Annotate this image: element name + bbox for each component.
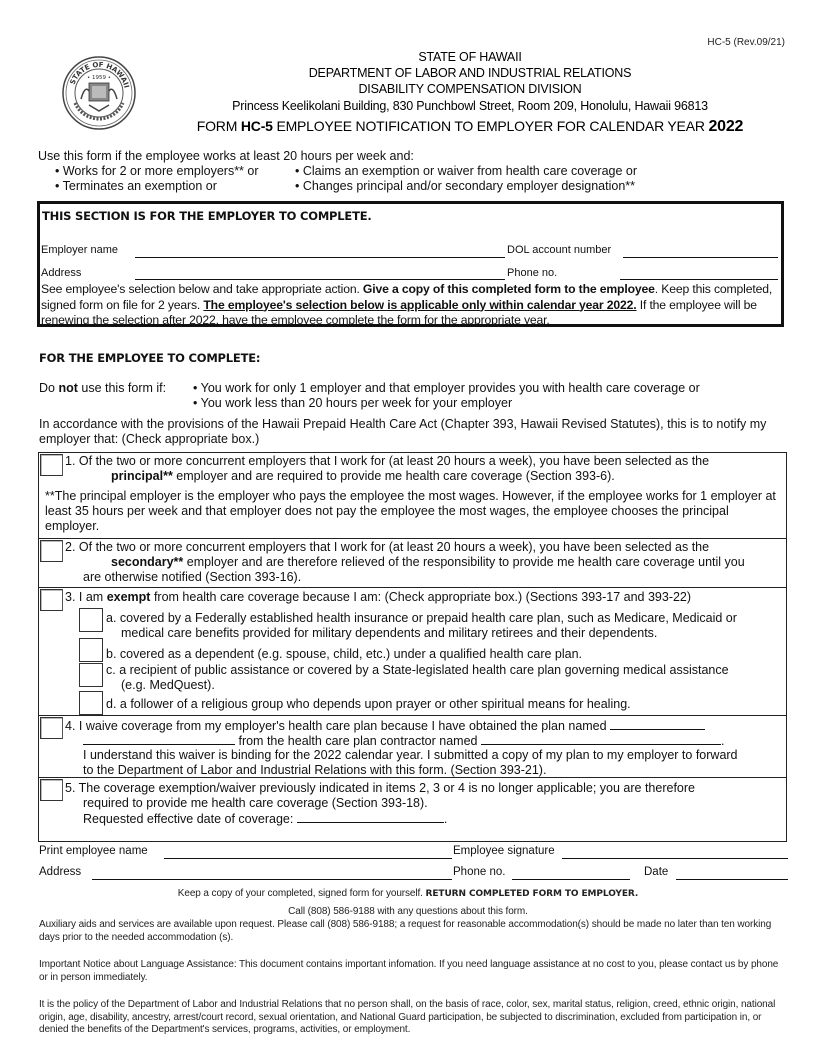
option-4-line2: [83, 733, 724, 749]
option-3d-checkbox[interactable]: [79, 691, 103, 715]
option-3b-checkbox[interactable]: [79, 638, 103, 662]
intro-bullet: • Terminates an exemption or: [55, 179, 217, 193]
print-name-field[interactable]: [164, 858, 452, 859]
employee-phone-field[interactable]: [512, 879, 630, 880]
header-division: DISABILITY COMPENSATION DIVISION: [358, 82, 582, 96]
effective-date-label: Requested effective date of coverage:: [83, 812, 297, 826]
option-2-bold: secondary**: [111, 555, 184, 569]
option-4-text: from the health care plan contractor named: [235, 734, 481, 748]
signature-label: Employee signature: [453, 845, 555, 857]
keep-copy-text: Keep a copy of your completed, signed form for yourself.: [177, 888, 426, 899]
option-1-text: employer and are required to provide me health care coverage (Section 393-6).: [172, 469, 615, 483]
do-not-suffix: use this form if:: [77, 381, 167, 395]
option-3c-line2: (e.g. MedQuest).: [121, 678, 215, 692]
option-3c-line1: c. a recipient of public assistance or covered by a State-legislated health care plan governing medical assistance: [106, 663, 729, 677]
svg-text:• 1959 •: • 1959 •: [87, 75, 111, 81]
option-4-line1: [65, 718, 705, 734]
form-revision: HC-5 (Rev.09/21): [707, 37, 785, 48]
option-5-line1: 5. The coverage exemption/waiver previously indicated in items 2, 3 or 4 is no longer applicable; you are therefore: [65, 781, 695, 795]
option-4-checkbox[interactable]: [40, 717, 63, 739]
option-3a-line1: a. covered by a Federally established health insurance or prepaid health care plan, such as Medicare, Medicaid or: [106, 611, 737, 625]
option-5-line2: required to provide me health care coverage (Section 393-18).: [83, 796, 428, 810]
dol-account-label: DOL account number: [507, 244, 612, 256]
date-field[interactable]: [676, 879, 788, 880]
do-not-use-label: [39, 381, 166, 395]
option-3-line1: [65, 590, 691, 605]
option-4-line4: to the Department of Labor and Industrial Relations with this form. (Section 393-21).: [83, 763, 547, 777]
option-5-period: .: [443, 812, 448, 826]
option-3-bold: exempt: [106, 590, 151, 604]
intro-bullet: • Changes principal and/or secondary employer designation**: [295, 179, 635, 193]
option-2-text: employer and are therefore relieved of the responsibility to provide me health care coverage until you are otherwise notified (Section 393-16).: [83, 555, 745, 584]
option-5-line3: [83, 811, 447, 827]
keep-copy-notice: [0, 888, 816, 901]
option-1-bold: principal**: [111, 469, 173, 483]
state-of-hawaii-seal-icon: [61, 55, 137, 131]
contractor-name-field[interactable]: [481, 733, 721, 745]
option-3-checkbox[interactable]: [40, 589, 63, 611]
accordance-statement: In accordance with the provisions of the Hawaii Prepaid Health Care Act (Chapter 393, Hawaii Revised Statutes), this is to notify my employer that: (Check appropriate box.): [39, 417, 767, 446]
employer-address-field[interactable]: [135, 279, 505, 280]
instructions-text: . Keep this completed, signed form on file for 2 years.: [41, 282, 773, 312]
return-form-bold: RETURN COMPLETED FORM TO EMPLOYER.: [425, 889, 639, 899]
option-3-prefix: 3. I am: [65, 590, 107, 604]
call-notice: Call (808) 586-9188 with any questions about this form.: [288, 906, 528, 917]
option-1-checkbox[interactable]: [40, 454, 63, 476]
option-4-period: .: [720, 734, 725, 748]
option-3a-checkbox[interactable]: [79, 608, 103, 632]
employer-section: [37, 201, 784, 327]
employee-phone-label: Phone no.: [453, 866, 506, 878]
intro-bullet: • Claims an exemption or waiver from health care coverage or: [295, 164, 638, 178]
svg-text:STATE OF HAWAII: STATE OF HAWAII: [68, 60, 131, 89]
nondiscrimination-policy: It is the policy of the Department of Labor and Industrial Relations that no person shall, on the basis of race, color, sex, marital status, religion, creed, ethnic origin, national origin, age, disability, ancestry, arrest/court record, sexual orientation, and National Guard participation, be subjected to discrimination, excluded from participation in, or denied the benefits of the Department's services, programs, activities, or employment.: [39, 999, 776, 1035]
employer-address-label: Address: [41, 267, 82, 279]
print-name-label: Print employee name: [39, 845, 148, 857]
employer-name-label: Employer name: [41, 244, 119, 256]
option-3a-line2: medical care benefits provided for military dependents and military retirees and their dependents.: [121, 626, 658, 640]
form-year: 2022: [708, 118, 744, 135]
option-5-terminate: [39, 778, 786, 841]
signature-field[interactable]: [562, 858, 788, 859]
header-state: STATE OF HAWAII: [418, 50, 522, 64]
employee-options: [38, 452, 787, 842]
option-2-line1: 2. Of the two or more concurrent employers that I work for (at least 20 hours a week), you have been selected as the: [65, 540, 710, 554]
option-3b-line1: b. covered as a dependent (e.g. spouse, child, etc.) under a qualified health care plan.: [106, 647, 583, 661]
option-4-line3: I understand this waiver is binding for the 2022 calendar year. I submitted a copy of my plan to my employer to forward: [83, 748, 738, 762]
option-4-waive: [39, 716, 786, 778]
language-assistance-notice: Important Notice about Language Assistance: This document contains important infomation. If you need language assistance at no cost to you, please contact us by phone or in person immediately.: [39, 959, 779, 983]
principal-note: **The principal employer is the employer who pays the employee the most wages. However, if the employee works for 1 employer at least 35 hours per week and that employer does not pay the employee the most wages, the employee chooses the principal employer.: [45, 489, 776, 533]
do-not-bold: not: [58, 381, 78, 395]
header-department: DEPARTMENT OF LABOR AND INDUSTRIAL RELATIONS: [308, 66, 632, 80]
dol-account-field[interactable]: [623, 257, 778, 258]
effective-date-field[interactable]: [297, 811, 444, 823]
employee-address-label: Address: [39, 866, 82, 878]
header-address: Princess Keelikolani Building, 830 Punchbowl Street, Room 209, Honolulu, Hawaii 96813: [232, 99, 708, 113]
employer-phone-label: Phone no.: [507, 267, 558, 279]
intro-lead: Use this form if the employee works at least 20 hours per week and:: [38, 149, 414, 163]
option-1-principal: [39, 453, 786, 539]
employer-section-title: THIS SECTION IS FOR THE EMPLOYER TO COMPLETE.: [42, 209, 372, 223]
instructions-text: See employee's selection below and take appropriate action.: [41, 282, 363, 296]
option-1-line2: [111, 469, 615, 484]
plan-name-field[interactable]: [610, 718, 705, 730]
date-label: Date: [644, 866, 669, 878]
form-id: HC-5: [240, 118, 273, 134]
employer-name-field[interactable]: [135, 257, 505, 258]
option-1-line1: 1. Of the two or more concurrent employers that I work for (at least 20 hours a week), you have been selected as the: [65, 454, 710, 468]
form-title: [150, 118, 790, 136]
option-3d-line1: d. a follower of a religious group who depends upon prayer or other spiritual means for healing.: [106, 697, 631, 711]
do-not-prefix: Do: [39, 381, 59, 395]
option-3-suffix: from health care coverage because I am: (Check appropriate box.) (Sections 393-17 and 393-22): [150, 590, 692, 604]
employer-phone-field[interactable]: [620, 279, 778, 280]
employee-section-title: FOR THE EMPLOYEE TO COMPLETE:: [39, 351, 261, 365]
option-3c-checkbox[interactable]: [79, 663, 103, 687]
option-5-checkbox[interactable]: [40, 779, 63, 801]
option-2-secondary: [39, 539, 786, 588]
option-2-line2: [55, 555, 755, 585]
employer-instructions: [41, 282, 781, 329]
do-not-bullet: • You work less than 20 hours per week for your employer: [193, 396, 513, 410]
instructions-text: If the employee will be renewing the selection after 2022, have the employee complete the form for the appropriate year.: [41, 297, 757, 327]
instructions-underline: The employee's selection below is applicable only within calendar year 2022.: [203, 297, 637, 312]
do-not-bullet: • You work for only 1 employer and that employer provides you with health care coverage or: [193, 381, 700, 395]
option-4-text: 4. I waive coverage from my employer's health care plan because I have obtained the plan named: [65, 719, 607, 733]
intro-bullet: • Works for 2 or more employers** or: [55, 164, 259, 178]
instructions-bold: Give a copy of this completed form to the employee: [362, 282, 655, 296]
employee-address-field[interactable]: [92, 879, 452, 880]
option-3-exempt: [39, 588, 786, 716]
form-title-prefix: FORM: [196, 118, 241, 134]
form-title-text: EMPLOYEE NOTIFICATION TO EMPLOYER FOR CALENDAR YEAR: [272, 118, 709, 134]
plan-name-continued-field[interactable]: [83, 733, 235, 745]
auxiliary-aids-notice: Auxiliary aids and services are available upon request. Please call (808) 586-9188; a request for reasonable accommodation(s) should be made no later than ten working days prior to the needed accommodation (s).: [39, 919, 772, 943]
